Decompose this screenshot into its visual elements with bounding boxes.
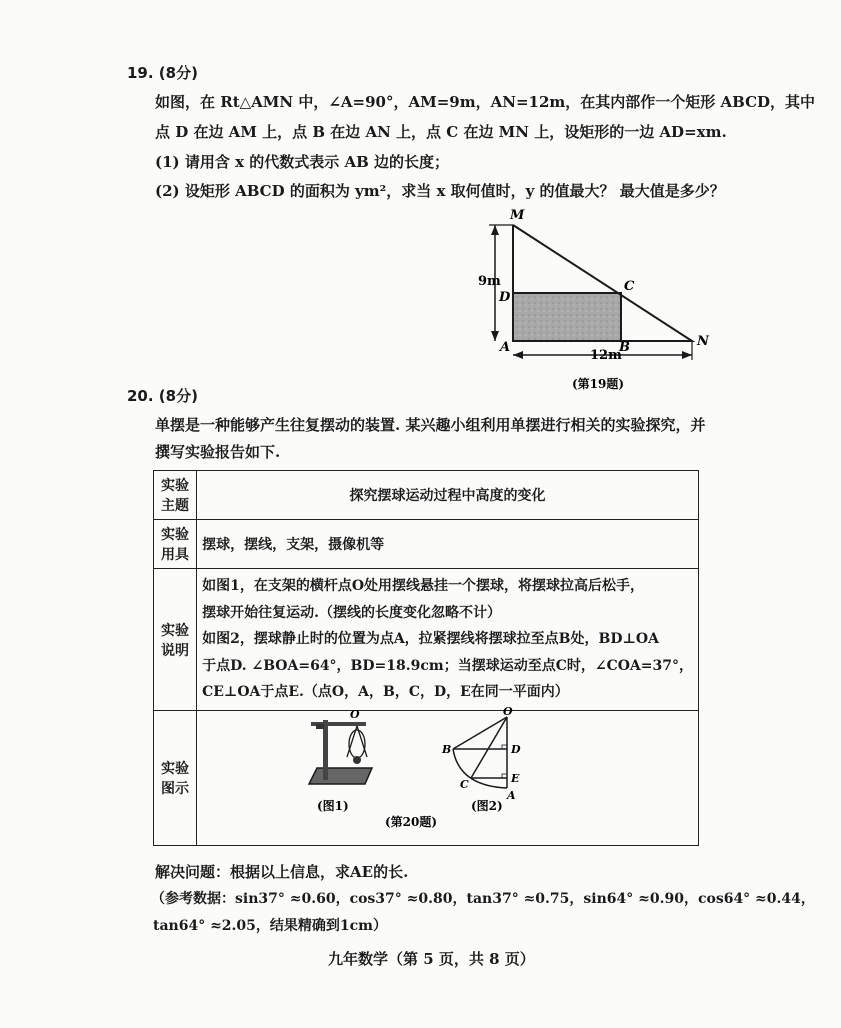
description-line: 于点D. ∠BOA=64°，BD=18.9cm；当摆球运动至点C时，∠COA=37°， [202,657,693,674]
fig1-label-o: O [350,707,360,721]
table-row [154,520,699,569]
table-row [154,569,699,711]
fig2-label-d: D [511,742,521,756]
label-d: D [499,290,511,305]
fig20-caption: (第20题) [385,814,438,829]
dim-horizontal: 12m [590,348,622,363]
row-label-figures: 实验图示 [154,711,197,846]
q20-ref1: （参考数据：sin37° ≈0.60，cos37° ≈0.80，tan37° ≈0.75，sin64° ≈0.90，cos64° ≈0.44， [151,891,815,907]
row-value-figures [197,704,699,846]
fig2-label-o: O [503,704,513,718]
table-row [154,711,699,846]
fig2-label-e: E [511,771,520,785]
fig2-label-a: A [507,788,516,802]
fig2-geometry [441,705,521,802]
row-label-tools: 实验用具 [154,520,197,569]
row-value-topic: 探究摆球运动过程中高度的变化 [197,471,699,520]
q19-part2: (2) 设矩形 ABCD 的面积为 ym²，求当 x 取何值时，y 的值最大？ 最大值是多少？ [155,182,725,200]
row-value-description [197,569,699,711]
row-label-description: 实验说明 [154,569,197,711]
experiment-table [153,470,699,846]
q20-header: 20. (8分) [127,387,198,405]
rectangle-abcd [513,293,621,341]
description-line: CE⊥OA于点E.（点O，A，B，C，D，E在同一平面内） [202,684,569,701]
q20-intro1: 单摆是一种能够产生往复摆动的装置. 某兴趣小组利用单摆进行相关的实验探究，并 [155,416,706,434]
label-m: M [510,208,525,223]
label-n: N [697,334,709,349]
dim-vertical: 9m [478,274,501,289]
label-a: A [500,340,511,355]
label-b: B [619,340,630,355]
figure-caption: (第19题) [572,377,625,391]
description-line: 如图1，在支架的横杆点O处用摆线悬挂一个摆球，将摆球拉高后松手， [202,578,645,595]
fig1-pendulum-stand [309,708,372,784]
q20-solve: 解决问题：根据以上信息，求AE的长. [155,863,409,881]
fig2-label-b: B [442,742,452,756]
row-value-tools: 摆球，摆线，支架，摄像机等 [197,520,699,569]
fig1-caption: (图1) [317,798,349,813]
description-line: 摆球开始往复运动.（摆线的长度变化忽略不计） [202,604,501,621]
q20-figures [197,704,652,845]
label-c: C [624,279,635,294]
q19-line1: 如图，在 Rt△AMN 中，∠A=90°，AM=9m，AN=12m，在其内部作一个矩形 ABCD，其中 [155,93,816,111]
q20-ref2: tan64° ≈2.05，结果精确到1cm） [153,918,387,934]
row-label-topic: 实验主题 [154,471,197,520]
q19-part1: (1) 请用含 x 的代数式表示 AB 边的长度； [155,153,450,171]
description-line: 如图2，摆球静止时的位置为点A，拉紧摆线将摆球拉至点B处，BD⊥OA [202,631,659,648]
q19-line2: 点 D 在边 AM 上，点 B 在边 AN 上，点 C 在边 MN 上，设矩形的一边 AD=xm. [155,123,727,141]
fig2-caption: (图2) [471,798,503,813]
q19-figure [480,205,720,395]
q19-header: 19. (8分) [127,64,198,82]
fig2-label-c: C [460,777,469,791]
q20-intro2: 撰写实验报告如下. [155,443,281,461]
page-footer: 九年数学（第 5 页，共 8 页） [328,950,535,968]
table-row [154,471,699,520]
